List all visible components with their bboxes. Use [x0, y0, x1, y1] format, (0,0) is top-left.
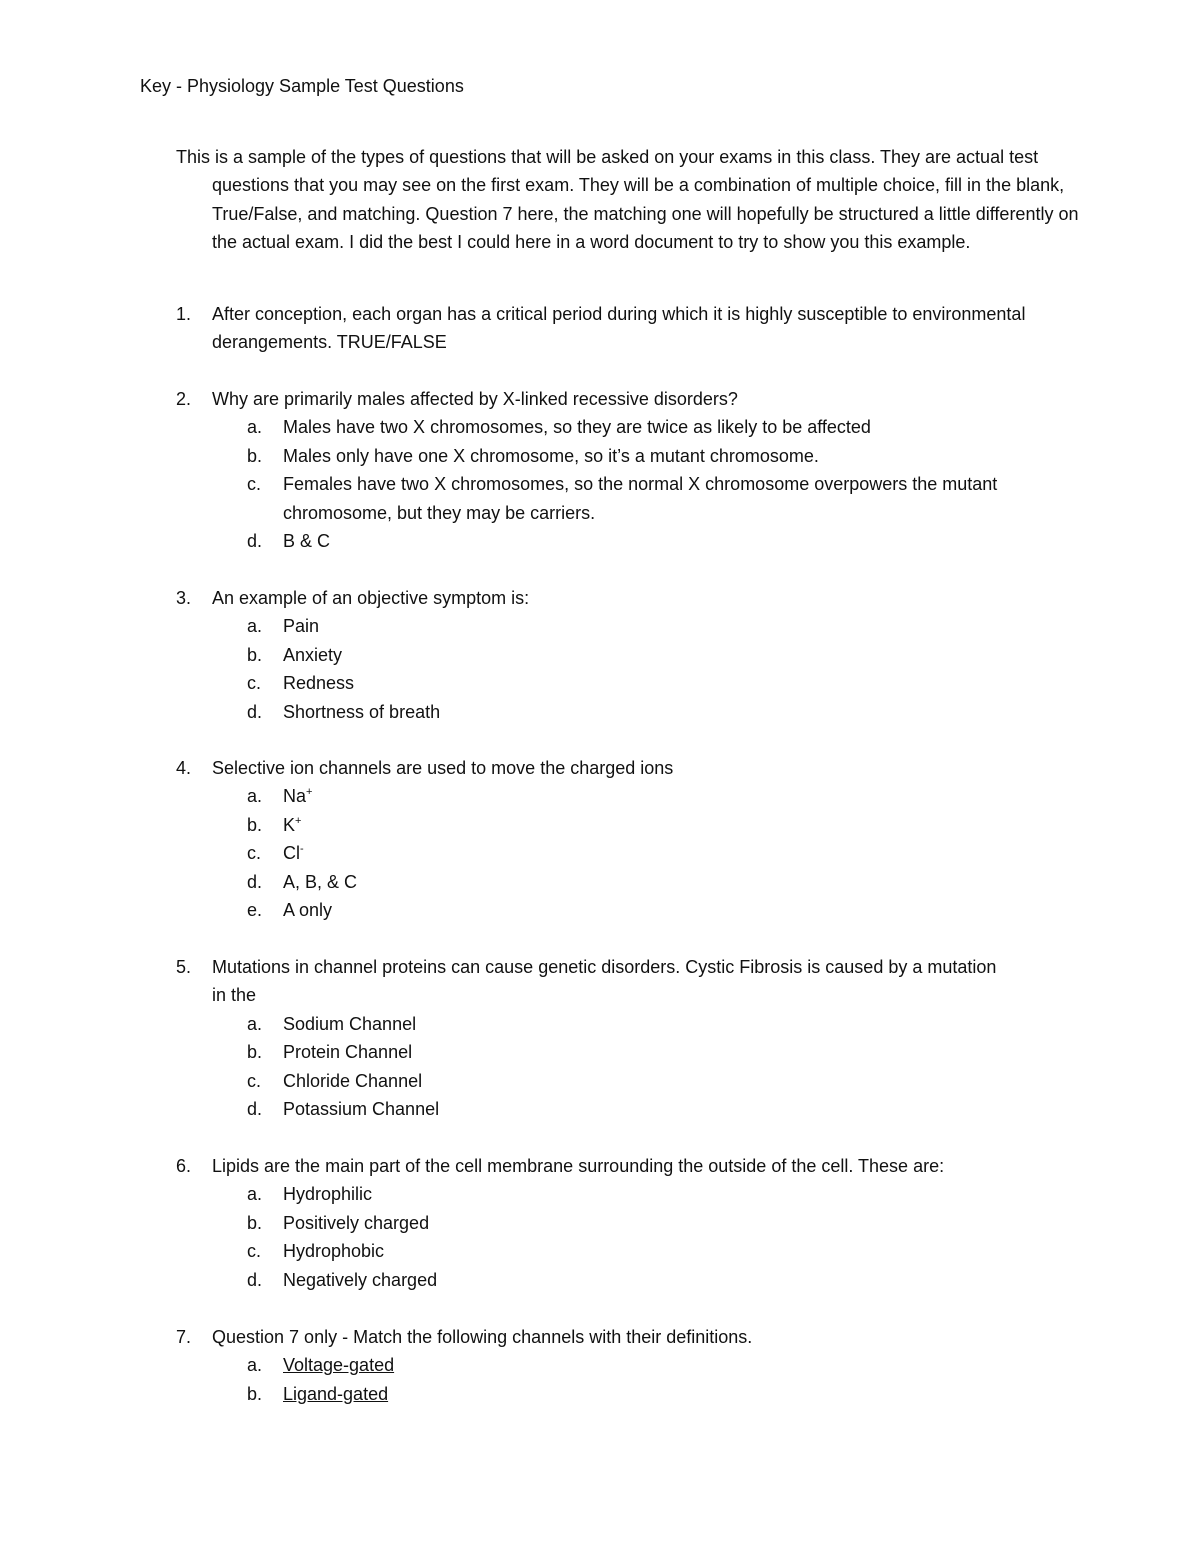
option-text: Positively charged [283, 1212, 430, 1233]
option-letter: d. [247, 531, 263, 552]
option-letter: d. [247, 1269, 263, 1290]
option-text: Hydrophilic [283, 1184, 373, 1205]
ion-charge: + [295, 814, 302, 827]
question-text: After conception, each organ has a critical period during which it is highly susceptible to environmental derangements. TRUE/FALSE [212, 304, 1026, 353]
question-stem [0, 953, 1200, 1010]
option-text: A only [283, 900, 333, 921]
answer-option [0, 1266, 1200, 1294]
ion-symbol: Na [283, 786, 307, 807]
question-stem [0, 1152, 1200, 1180]
option-text: Ligand-gated [283, 1383, 389, 1404]
question-number: 7. [176, 1327, 192, 1347]
option-text: Sodium Channel [283, 1013, 417, 1034]
answer-option [0, 698, 1200, 726]
option-text: Protein Channel [283, 1042, 413, 1063]
answer-option [0, 527, 1200, 555]
option-letter: c. [247, 474, 262, 495]
option-text [283, 839, 1023, 867]
option-text: Anxiety [283, 644, 343, 665]
answer-option [0, 612, 1200, 640]
question-stem [0, 300, 1200, 357]
question-number: 3. [176, 588, 192, 608]
option-letter: c. [247, 843, 262, 864]
question-text: Mutations in channel proteins can cause genetic disorders. Cystic Fibrosis is caused by a mutation in the [212, 957, 997, 1006]
answer-option [0, 839, 1200, 867]
option-letter: c. [247, 673, 262, 694]
option-text: A, B, & C [283, 871, 358, 892]
question-text: An example of an objective symptom is: [212, 588, 530, 608]
answer-option [0, 442, 1200, 470]
ion-symbol: Cl [283, 843, 300, 864]
option-letter: d. [247, 1099, 263, 1120]
option-text: Redness [283, 673, 355, 694]
answer-option [0, 811, 1200, 839]
option-letter: c. [247, 1241, 262, 1262]
question-7 [0, 1323, 1200, 1408]
question-number: 6. [176, 1156, 192, 1176]
question-number: 2. [176, 389, 192, 409]
answer-option [0, 1038, 1200, 1066]
option-letter: b. [247, 1383, 263, 1404]
option-text: Negatively charged [283, 1269, 438, 1290]
answer-option [0, 669, 1200, 697]
answer-option [0, 470, 1200, 527]
option-text: Females have two X chromosomes, so the normal X chromosome overpowers the mutant chromosome, but they may be carriers. [283, 474, 998, 523]
option-text: B & C [283, 531, 331, 552]
option-letter: a. [247, 616, 263, 637]
answer-option [0, 1180, 1200, 1208]
option-letter: b. [247, 445, 263, 466]
option-text: Voltage-gated [283, 1355, 395, 1376]
question-text: Why are primarily males affected by X-linked recessive disorders? [212, 389, 738, 409]
answer-option [0, 1237, 1200, 1265]
answer-option [0, 1010, 1200, 1038]
option-letter: a. [247, 417, 263, 438]
answer-option [0, 1351, 1200, 1379]
option-letter: a. [247, 1184, 263, 1205]
ion-charge: - [300, 843, 304, 856]
answer-option [0, 1095, 1200, 1123]
question-text: Lipids are the main part of the cell membrane surrounding the outside of the cell. These are: [212, 1156, 945, 1176]
option-letter: c. [247, 1070, 262, 1091]
question-3 [0, 584, 1200, 726]
option-text: Males have two X chromosomes, so they are twice as likely to be affected [283, 417, 871, 438]
question-stem [0, 584, 1200, 612]
option-letter: b. [247, 1042, 263, 1063]
answer-option [0, 641, 1200, 669]
intro-paragraph: This is a sample of the types of questions that will be asked on your exams in this class. They are actual test questions that you may see on the first exam. They will be a combination of multiple choice, fill in the blank, True/False, and matching. Question 7 here, the matching one will hopefully be structured a little differently on the actual exam. I did the best I could here in a word document to try to show you this example. [176, 147, 1079, 253]
answer-option [0, 782, 1200, 810]
question-6 [0, 1152, 1200, 1294]
question-stem [0, 385, 1200, 413]
ion-symbol: K [283, 814, 296, 835]
option-letter: a. [247, 1355, 263, 1376]
answer-option [0, 1067, 1200, 1095]
option-letter: e. [247, 900, 263, 921]
question-2 [0, 385, 1200, 555]
option-text [283, 811, 1023, 839]
question-text: Question 7 only - Match the following channels with their definitions. [212, 1327, 753, 1347]
option-letter: b. [247, 1212, 263, 1233]
option-letter: b. [247, 814, 263, 835]
option-letter: d. [247, 871, 263, 892]
option-letter: a. [247, 1013, 263, 1034]
ion-charge: + [306, 786, 313, 799]
option-letter: a. [247, 786, 263, 807]
question-text: Selective ion channels are used to move the charged ions [212, 758, 674, 778]
option-text: Potassium Channel [283, 1099, 440, 1120]
question-stem [0, 754, 1200, 782]
question-number: 4. [176, 758, 192, 778]
answer-option [0, 1380, 1200, 1408]
option-text: Hydrophobic [283, 1241, 385, 1262]
question-number: 1. [176, 304, 192, 324]
document-title: Key - Physiology Sample Test Questions [140, 76, 464, 96]
answer-option [0, 896, 1200, 924]
question-4 [0, 754, 1200, 924]
question-5 [0, 953, 1200, 1123]
option-text: Chloride Channel [283, 1070, 423, 1091]
option-letter: d. [247, 701, 263, 722]
answer-option [0, 1209, 1200, 1237]
question-stem [0, 1323, 1200, 1351]
option-text: Pain [283, 616, 320, 637]
option-letter: b. [247, 644, 263, 665]
question-number: 5. [176, 957, 192, 977]
option-text: Males only have one X chromosome, so it’s a mutant chromosome. [283, 445, 819, 466]
answer-option [0, 868, 1200, 896]
option-text [283, 782, 1023, 810]
answer-option [0, 413, 1200, 441]
question-1 [0, 300, 1200, 357]
option-text: Shortness of breath [283, 701, 441, 722]
